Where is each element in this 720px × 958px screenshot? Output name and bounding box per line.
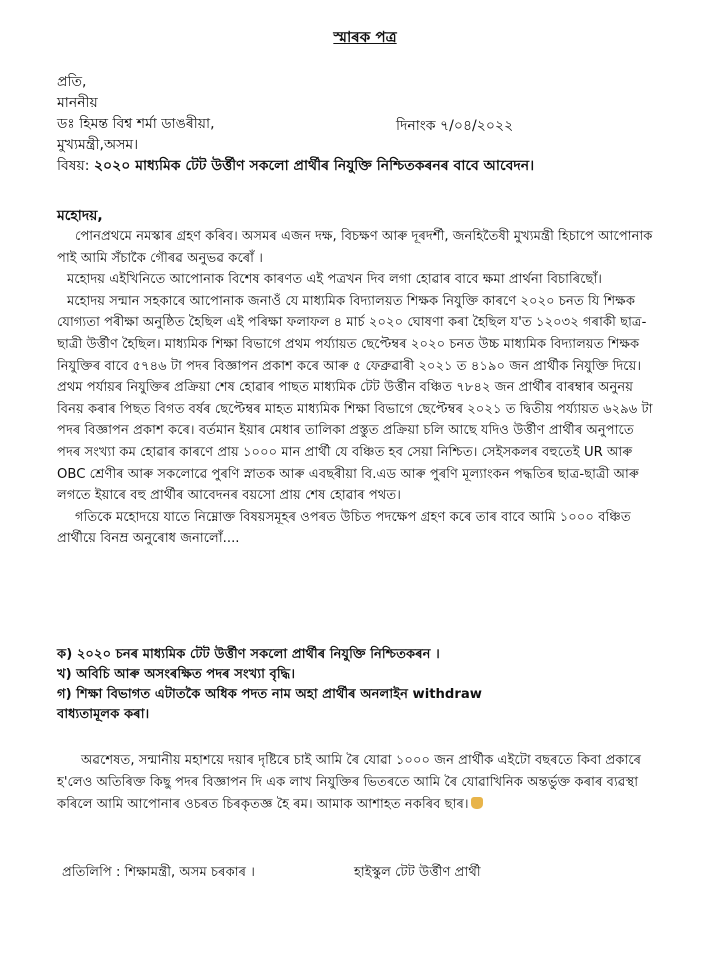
- demands-list: [57, 645, 657, 725]
- address-block: [57, 72, 657, 177]
- closing-block: [57, 750, 657, 816]
- demand-item-ga-cont: বাধ্যতামূলক কৰা।: [57, 707, 150, 722]
- subject-line: [57, 156, 657, 177]
- folded-hands-icon: [471, 797, 483, 809]
- letter-body: [57, 226, 657, 550]
- closing-paragraph: [57, 750, 657, 816]
- demand-item-ka: ক) ২০২০ চনৰ মাধ্যমিক টেট উৰ্ত্তীণ সকলো প্ৰাৰ্থীৰ নিযুক্তি নিশ্চিতকৰন ।: [57, 647, 440, 662]
- demand-item-kha: খ) অবিচি আৰু অসংৰক্ষিত পদৰ সংখ্যা বৃদ্ধি।: [57, 667, 296, 682]
- body-paragraph-4: গতিকে মহোদয়ে যাতে নিম্নোক্ত বিষয়সমূহৰ ওপৰত উচিত পদক্ষেপ গ্ৰহণ কৰে তাৰ বাবে আমি ১০০০ বঞ্চিত প্ৰাৰ্থীয়ে বিনম্ৰ অনুৰোধ জনালোঁ....: [57, 509, 631, 547]
- letter-title: স্মাৰক পত্ৰ: [333, 28, 397, 46]
- address-honorific: মাননীয়: [57, 95, 98, 111]
- copy-to: প্ৰতিলিপি : শিক্ষামন্ত্ৰী, অসম চৰকাৰ ।: [62, 865, 255, 880]
- demand-item-ga: গ) শিক্ষা বিভাগত এটাতকৈ অধিক পদত নাম অহা প্ৰাৰ্থীৰ অনলাইন withdraw: [57, 687, 482, 702]
- subject-text: ২০২০ মাধ্যমিক টেট উৰ্ত্তীণ সকলো প্ৰাৰ্থীৰ নিযুক্তি নিশ্চিতকৰনৰ বাবে আবেদন।: [93, 158, 535, 174]
- signatory: হাইস্কুল টেট উৰ্ত্তীণ প্ৰাৰ্থী: [354, 865, 481, 880]
- address-designation: মুখ্যমন্ত্ৰী,অসম।: [57, 137, 139, 153]
- closing-text: অৱশেষত, সন্মানীয় মহাশয়ে দয়াৰ দৃষ্টিৰে চাই আমি ৰৈ যোৱা ১০০০ জন প্ৰাৰ্থীক এইটো বছৰতে কিবা প্ৰকাৰে হ'লেও অতিৰিক্ত কিছু পদৰ বিজ্ঞাপন দি এক লাখ নিযুক্তিৰ ভিতৰতে আমি ৰৈ যোৱাখিনিক অন্তৰ্ভুক্ত কৰাৰ ব্যৱস্থা কৰিলে আমি আপোনাৰ ওচৰত চিৰকৃতজ্ঞ হৈ ৰম। আমাক আশাহত নকৰিব ছাৰ।: [57, 753, 642, 812]
- body-paragraph-3: মহোদয় সন্মান সহকাৰে আপোনাক জনাওঁ যে মাধ্যমিক বিদ্যালয়ত শিক্ষক নিযুক্তি কাৰণে ২০২০ চনত যি শিক্ষক যোগ্যতা পৰীক্ষা অনুষ্ঠিত হৈছিল এই পৰিক্ষা ফলাফল ৪ মাৰ্চ ২০২০ ঘোষণা কৰা হৈছিল য'ত ১২০৩২ গৰাকী ছাত্ৰ-ছাত্ৰী উৰ্ত্তীণ হৈছিল। মাধ্যমিক শিক্ষা বিভাগে প্ৰথম পৰ্য্যায়ত ছেপ্টেম্বৰ ২০২০ চনত উচ্চ মাধ্যমিক বিদ্যালয়ত শিক্ষক নিযুক্তিৰ বাবে ৫৭৪৬ টা পদৰ বিজ্ঞাপন প্ৰকাশ কৰে আৰু ৫ ফেব্ৰুৱাৰী ২০২১ ত ৪১৯০ জন প্ৰাৰ্থীক নিযুক্তি দিয়ে। প্ৰথম পৰ্যায়ৰ নিযুক্তিৰ প্ৰক্ৰিয়া শেষ হোৱাৰ পাছত মাধ্যমিক টেট উৰ্ত্তীন বঞ্চিত ৭৮৪২ জন প্ৰাৰ্থীৰ বাৰম্বাৰ অনুনয় বিনয় কৰাৰ পিছত বিগত বৰ্ষৰ ছেপ্টেম্বৰ মাহত মাধ্যমিক শিক্ষা বিভাগে ছেপ্টেম্বৰ ২০২১ ত দ্বিতীয় পৰ্য্যায়ত ৬২৯৬ টা পদৰ বিজ্ঞাপন প্ৰকাশ কৰে। বৰ্তমান ইয়াৰ মেধাৰ তালিকা প্ৰস্তুত প্ৰক্ৰিয়া চলি আছে যদিও উৰ্ত্তীণ প্ৰাৰ্থীৰ অনুপাতে পদৰ সংখ্যা কম হোৱাৰ কাৰণে প্ৰায় ১০০০ মান প্ৰাৰ্থী যে বঞ্চিত হব সেয়া নিশ্চিত। সেইসকলৰ বহুতেই UR আৰু OBC শ্ৰেণীৰ আৰু সকলোৱে পুৰণি স্নাতক আৰু এবছৰীয়া বি.এড আৰু পুৰণি মূল্যাংকন পদ্ধতিৰ ছাত্ৰ-ছাত্ৰী আৰু লগতে ইয়াৰে বহু প্ৰাৰ্থীৰ আবেদনৰ বয়সো প্ৰায় শেষ হোৱাৰ পথত।: [57, 293, 653, 504]
- body-paragraph-2: মহোদয় এইখিনিতে আপোনাক বিশেষ কাৰণত এই পত্ৰখন দিব লগা হোৱাৰ বাবে ক্ষমা প্ৰাৰ্থনা বিচাৰিছোঁ।: [67, 272, 603, 288]
- address-name: ডঃ হিমন্ত বিশ্ব শৰ্মা ডাঙৰীয়া,: [57, 116, 215, 132]
- subject-label: বিষয়:: [57, 158, 90, 174]
- address-to: প্ৰতি,: [57, 74, 87, 90]
- letter-date: দিনাংক ৭/০৪/২০২২: [396, 118, 514, 134]
- body-paragraph-1: পোনপ্ৰথমে নমস্কাৰ গ্ৰহণ কৰিব। অসমৰ এজন দক্ষ, বিচক্ষণ আৰু দূৰদৰ্শী, জনহিতৈষী মুখ্যমন্ত্ৰী হিচাপে আপোনাক পাই আমি সঁচাকৈ গৌৰৱ অনুভৱ কৰোঁ ।: [57, 229, 653, 266]
- salutation: মহোদয়,: [57, 208, 103, 224]
